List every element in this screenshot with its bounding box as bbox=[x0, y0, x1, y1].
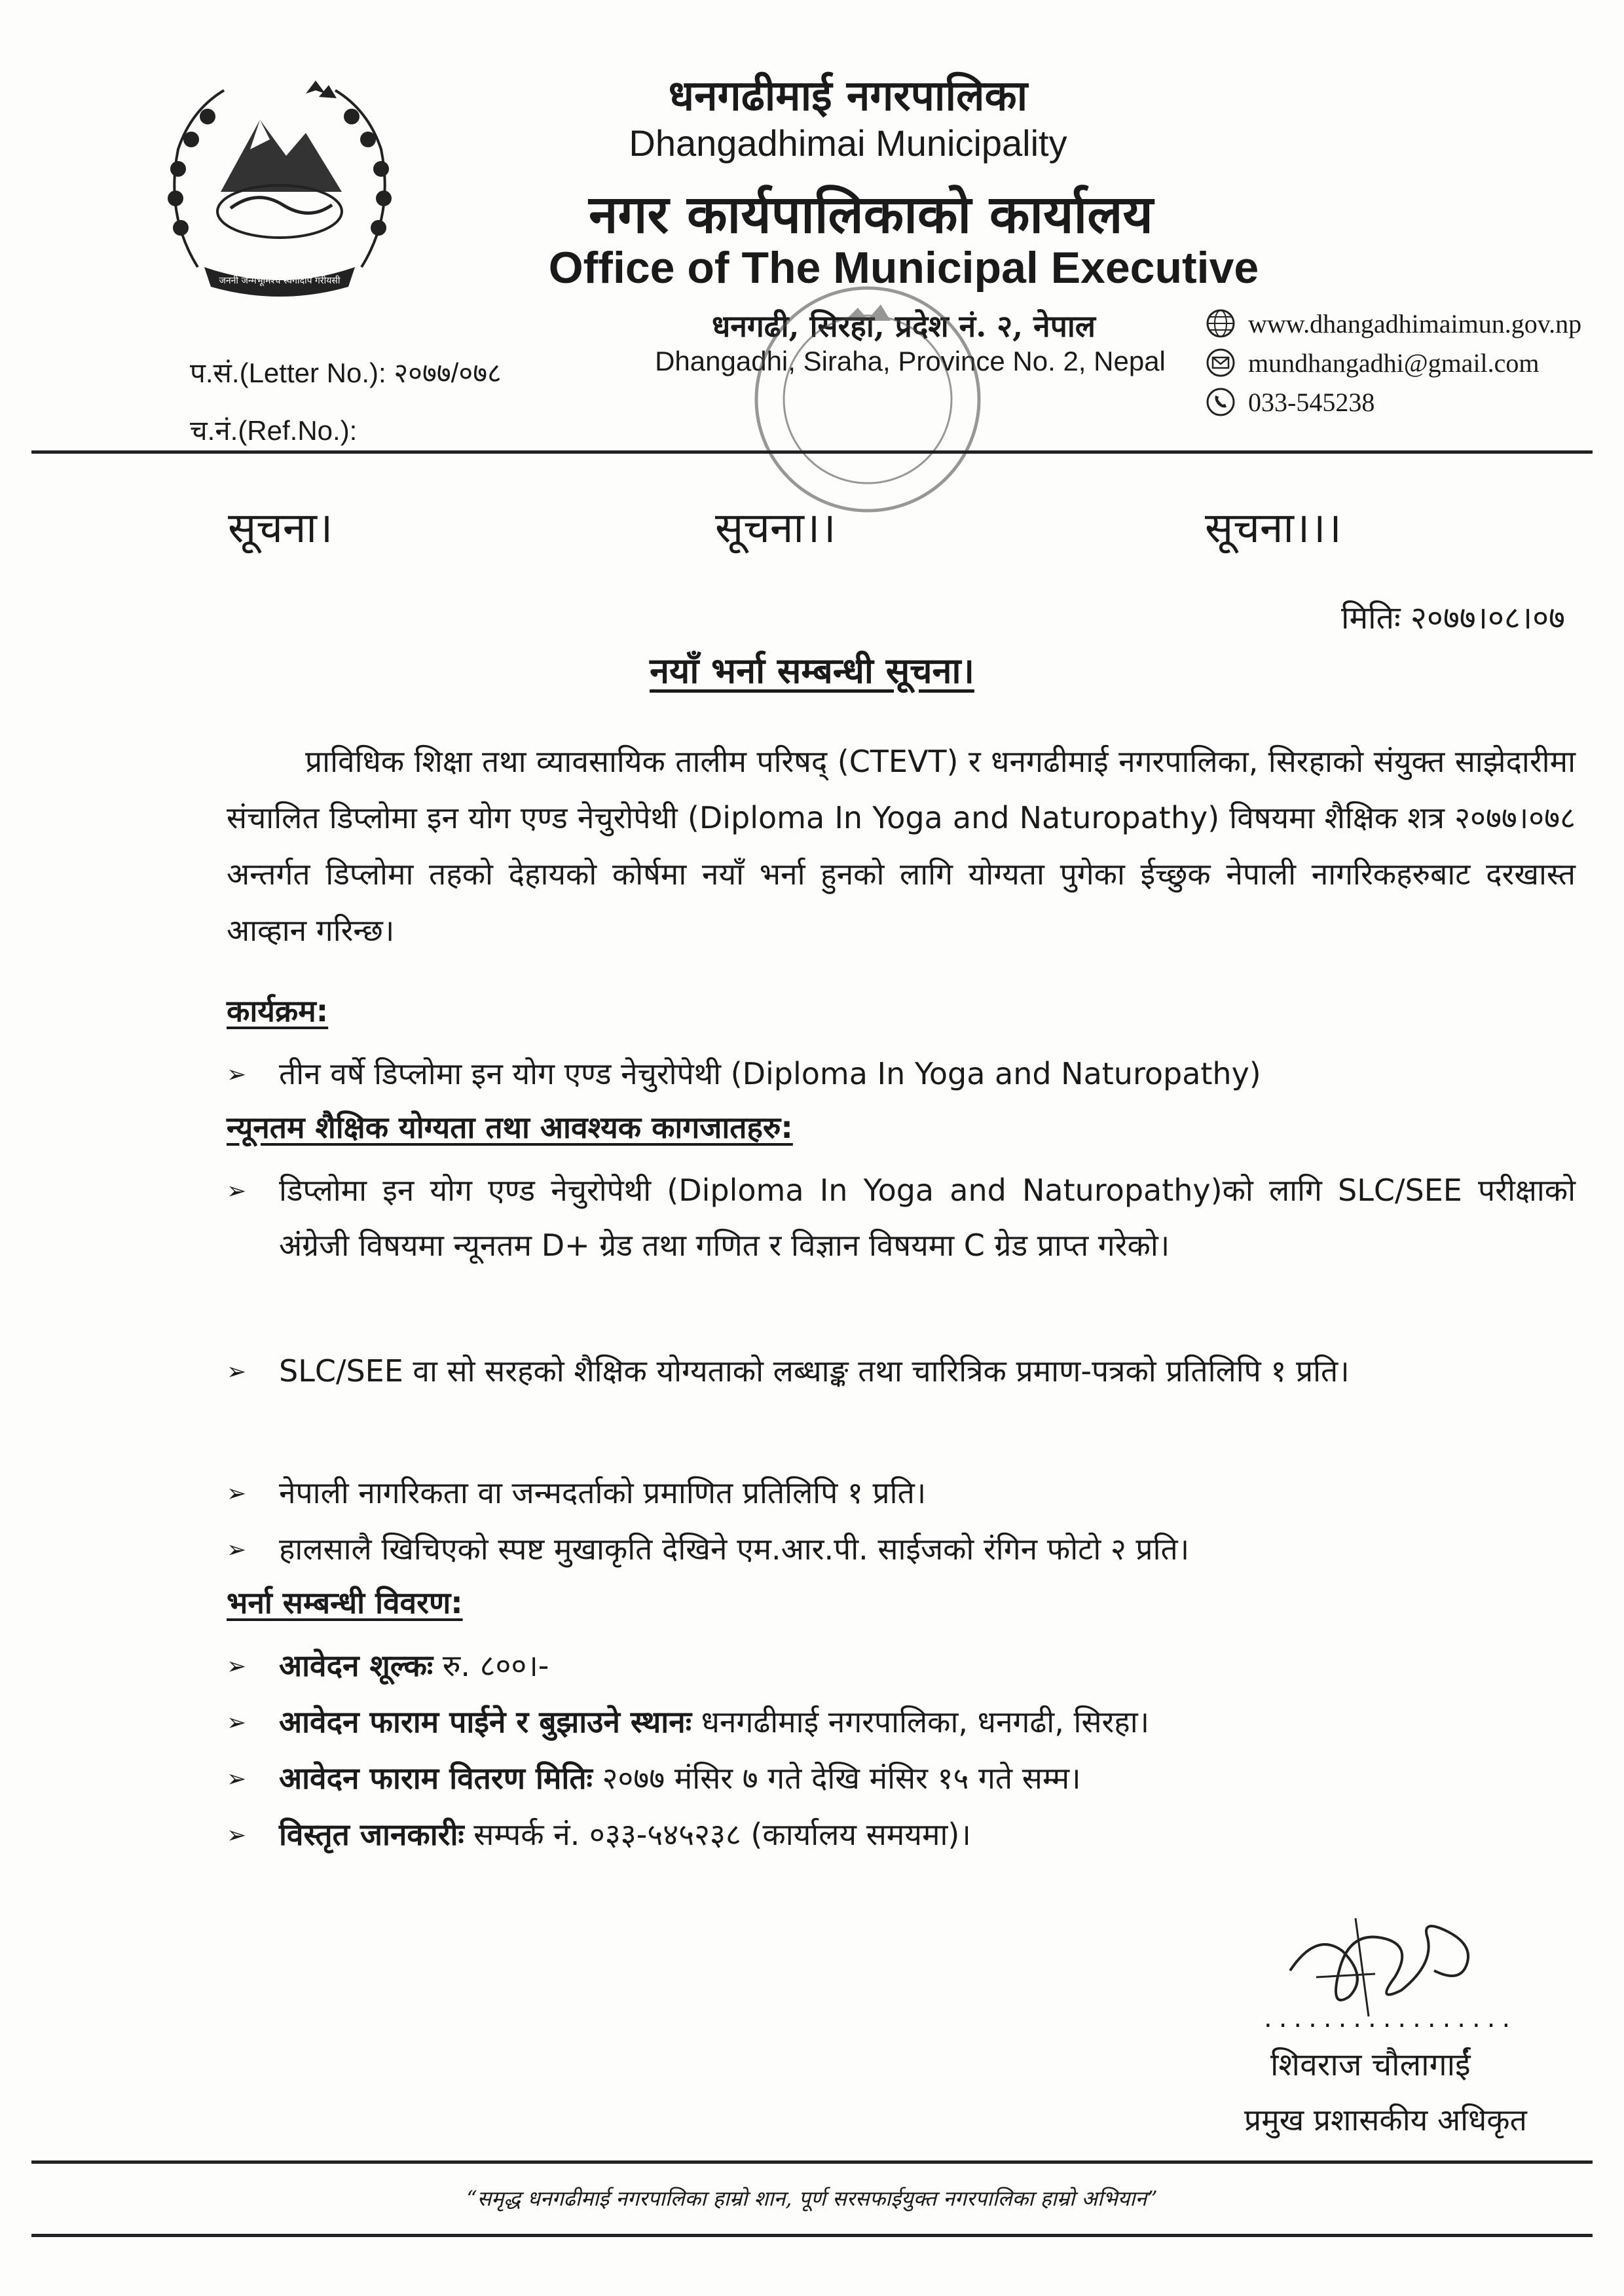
admission-item-label: विस्तृत जानकारीः bbox=[279, 1817, 464, 1852]
office-stamp-icon bbox=[727, 275, 1008, 524]
globe-icon bbox=[1202, 305, 1239, 342]
qualification-item-text: SLC/SEE वा सो सरहको शैक्षिक योग्यताको लब्धाङ्क तथा चारित्रिक प्रमाण-पत्रको प्रतिलिपि १ प्रति। bbox=[279, 1353, 1350, 1389]
admission-item-value: २०७७ मंसिर ७ गते देखि मंसिर १५ गते सम्म। bbox=[592, 1760, 1081, 1796]
arrow-bullet-icon: ➢ bbox=[227, 1822, 247, 1849]
signature-line: ................. bbox=[1264, 2003, 1517, 2033]
office-name-np: नगर कार्यपालिकाको कार्यालय bbox=[589, 183, 1153, 245]
address-np: धनगढी, सिरहा, प्रदेश नं. २, नेपाल bbox=[712, 308, 1096, 344]
notice-heading-1: सूचना। bbox=[228, 504, 333, 553]
email-link[interactable]: mundhangadhi@gmail.com bbox=[1248, 348, 1540, 378]
intro-text: प्राविधिक शिक्षा तथा व्यावसायिक तालीम परिषद् (CTEVT) र धनगढीमाई नगरपालिका, सिरहाको संयुक्त साझेदारीमा संचालित डिप्लोमा इन योग एण्ड नेचुरोपेथी (Diploma In Yoga and Naturopathy) विषयमा शैक्षिक शत्र २०७७।०७८ अन्तर्गत डिप्लोमा तहको देहायको कोर्षमा नयाँ भर्ना हुनको लागि योग्यता पुगेका ईच्छुक नेपाली नागरिकहरुबाट दरखास्त आव्हान गरिन्छ। bbox=[227, 744, 1576, 948]
admission-item-value: सम्पर्क नं. ०३३-५४५२३८ (कार्यालय समयमा)। bbox=[464, 1817, 971, 1852]
admission-item bbox=[227, 1751, 1576, 1807]
svg-text:जननी जन्मभूमिश्च स्वर्गादपि गर: जननी जन्मभूमिश्च स्वर्गादपि गरीयसी bbox=[219, 276, 341, 286]
reference-number: च.नं.(Ref.No.): bbox=[190, 415, 358, 446]
admission-item bbox=[227, 1807, 1576, 1863]
qualification-item bbox=[227, 1343, 1576, 1400]
admission-item-label: आवेदन फाराम वितरण मितिः bbox=[279, 1760, 593, 1796]
header-divider bbox=[31, 450, 1593, 454]
admission-item bbox=[227, 1694, 1576, 1751]
admission-item-label: आवेदन शूल्कः bbox=[279, 1648, 434, 1683]
phone-row bbox=[1202, 384, 1608, 420]
qualification-heading: न्यूनतम शैक्षिक योग्यता तथा आवश्यक कागजातहरु: bbox=[227, 1110, 793, 1145]
arrow-bullet-icon: ➢ bbox=[227, 1061, 247, 1088]
qualification-item bbox=[227, 1522, 1576, 1578]
office-name-en: Office of The Municipal Executive bbox=[548, 243, 1259, 293]
notice-subject bbox=[0, 645, 1624, 693]
letter-number: प.सं.(Letter No.): २०७७/०७८ bbox=[190, 357, 502, 388]
admission-heading: भर्ना सम्बन्धी विवरण: bbox=[227, 1585, 463, 1620]
admission-item-label: आवेदन फाराम पाईने र बुझाउने स्थानः bbox=[279, 1704, 692, 1740]
municipality-name-en: Dhangadhimai Municipality bbox=[629, 122, 1067, 164]
website-link[interactable]: www.dhangadhimaimun.gov.np bbox=[1248, 308, 1582, 338]
footer-divider-bottom bbox=[31, 2234, 1593, 2237]
arrow-bullet-icon: ➢ bbox=[227, 1178, 247, 1205]
address-en: Dhangadhi, Siraha, Province No. 2, Nepal bbox=[655, 346, 1166, 376]
notice-heading-3: सूचना।।। bbox=[1205, 504, 1342, 553]
contact-info bbox=[1202, 305, 1608, 423]
intro-paragraph bbox=[227, 733, 1576, 958]
municipality-name-np: धनगढीमाई नगरपालिका bbox=[668, 71, 1028, 120]
arrow-bullet-icon: ➢ bbox=[227, 1537, 247, 1563]
program-heading: कार्यक्रम: bbox=[227, 993, 329, 1029]
nepal-emblem-icon bbox=[152, 71, 407, 313]
admission-item bbox=[227, 1638, 1576, 1694]
envelope-icon bbox=[1202, 344, 1239, 381]
admission-item-value: धनगढीमाई नगरपालिका, धनगढी, सिरहा। bbox=[692, 1704, 1150, 1740]
qualification-item-text: नेपाली नागरिकता वा जन्मदर्ताको प्रमाणित प्रतिलिपि १ प्रति। bbox=[279, 1475, 927, 1510]
program-item-text: तीन वर्षे डिप्लोमा इन योग एण्ड नेचुरोपेथी (Diploma In Yoga and Naturopathy) bbox=[279, 1056, 1261, 1091]
arrow-bullet-icon: ➢ bbox=[227, 1653, 247, 1680]
arrow-bullet-icon: ➢ bbox=[227, 1358, 247, 1385]
phone-number: 033-545238 bbox=[1248, 387, 1375, 417]
notice-heading-2: सूचना।। bbox=[715, 504, 836, 553]
admission-item-value: रु. ८००।- bbox=[433, 1648, 549, 1683]
arrow-bullet-icon: ➢ bbox=[227, 1480, 247, 1507]
footer-slogan: “समृद्ध धनगढीमाई नगरपालिका हाम्रो शान, पूर्ण सरसफाईयुक्त नगरपालिका हाम्रो अभियान” bbox=[466, 2186, 1158, 2211]
program-item bbox=[227, 1046, 1576, 1102]
qualification-item-text: डिप्लोमा इन योग एण्ड नेचुरोपेथी (Diploma In Yoga and Naturopathy)को लागि SLC/SEE परीक्षाको अंग्रेजी विषयमा न्यूनतम D+ ग्रेड तथा गणित र विज्ञान विषयमा C ग्रेड प्राप्त गरेको। bbox=[279, 1173, 1576, 1263]
phone-icon bbox=[1202, 384, 1239, 420]
website-row bbox=[1202, 305, 1608, 342]
qualification-item bbox=[227, 1465, 1576, 1522]
qualification-item-text: हालसालै खिचिएको स्पष्ट मुखाकृति देखिने एम.आर.पी. साईजको रंगिन फोटो २ प्रति। bbox=[279, 1531, 1190, 1567]
notice-subject-text: नयाँ भर्ना सम्बन्धी सूचना। bbox=[650, 650, 974, 691]
arrow-bullet-icon: ➢ bbox=[227, 1709, 247, 1736]
email-row bbox=[1202, 344, 1608, 381]
signatory-title: प्रमुख प्रशासकीय अधिकृत bbox=[1244, 2102, 1527, 2138]
notice-date: मितिः २०७७।०८।०७ bbox=[1341, 600, 1565, 636]
signatory-name: शिवराज चौलागाईं bbox=[1270, 2047, 1471, 2083]
qualification-item bbox=[227, 1163, 1576, 1273]
footer-divider-top bbox=[31, 2160, 1593, 2164]
arrow-bullet-icon: ➢ bbox=[227, 1766, 247, 1793]
